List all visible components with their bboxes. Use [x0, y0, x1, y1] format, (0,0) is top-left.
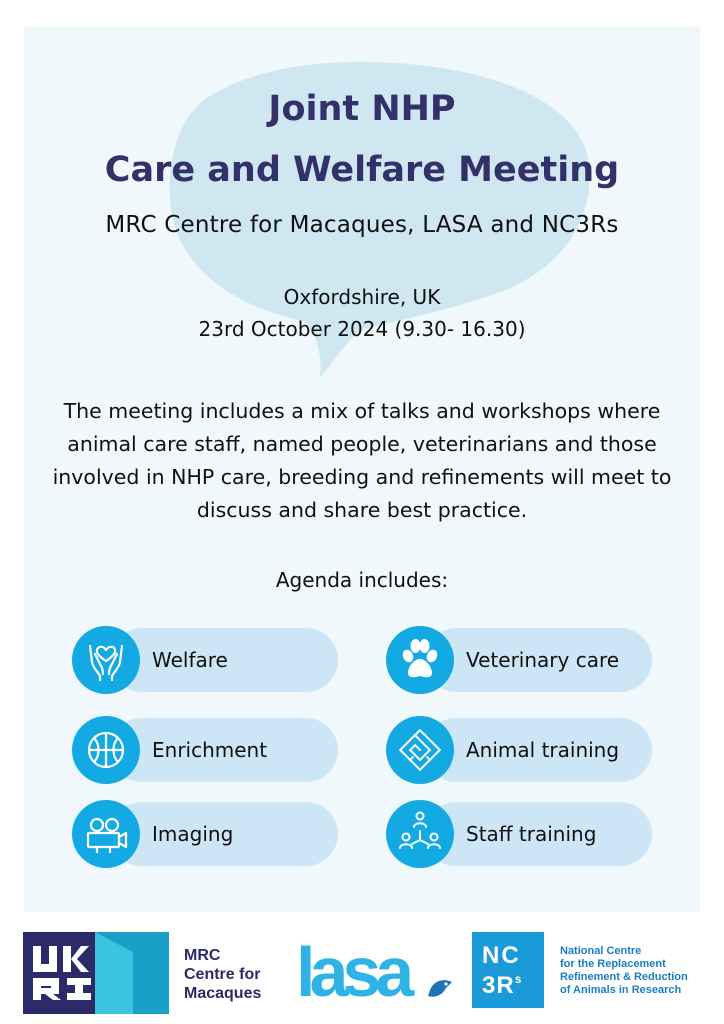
title-line-1: Joint NHP	[268, 89, 456, 129]
description-line: involved in NHP care, breeding and refinements will meet to	[52, 465, 672, 489]
mrc-logo	[184, 946, 261, 1003]
svg-text:lasa: lasa	[296, 933, 409, 1011]
mrc-logo-line: Macaques	[184, 985, 262, 1002]
agenda-item-imaging	[72, 800, 340, 868]
agenda-item-label: Staff training	[466, 822, 597, 846]
agenda-item-label: Imaging	[152, 822, 234, 846]
agenda-item-welfare	[72, 626, 340, 694]
lasa-logo	[296, 932, 456, 1014]
agenda-item-staff-training	[386, 800, 654, 868]
event-date: 23rd October 2024 (9.30- 16.30)	[198, 317, 526, 341]
nc3rs-mark-nc: NC	[482, 942, 521, 969]
nc3rs-logo-mark	[472, 932, 544, 1008]
location-place: Oxfordshire, UK	[283, 285, 441, 309]
ball-icon	[72, 716, 140, 784]
nc3rs-mark-s: s	[514, 972, 523, 986]
agenda-item-animal-training	[386, 716, 654, 784]
description	[30, 395, 694, 527]
sponsor-logos	[0, 926, 724, 1016]
agenda-item-veterinary-care	[386, 626, 654, 694]
nc3rs-text-line: National Centre	[560, 945, 642, 957]
people-network-icon	[386, 800, 454, 868]
agenda-item-label: Welfare	[152, 648, 228, 672]
hands-heart-icon	[72, 626, 140, 694]
title-line-2: Care and Welfare Meeting	[104, 150, 620, 190]
nc3rs-mark-3rs	[482, 972, 522, 1000]
agenda-item-label: Enrichment	[152, 738, 268, 762]
agenda-item-enrichment	[72, 716, 340, 784]
nc3rs-text-line: for the Replacement	[560, 958, 666, 970]
nc3rs-text-line: of Animals in Research	[560, 984, 682, 996]
maze-icon	[386, 716, 454, 784]
nc3rs-mark-3r: 3R	[482, 972, 515, 999]
mrc-logo-line: Centre for	[184, 966, 261, 983]
paw-icon	[386, 626, 454, 694]
nc3rs-text-line: Refinement & Reduction	[560, 971, 688, 983]
camera-icon	[72, 800, 140, 868]
description-line: discuss and share best practice.	[196, 498, 528, 522]
agenda-item-label: Animal training	[466, 738, 620, 762]
agenda-item-label: Veterinary care	[466, 648, 620, 672]
description-line: animal care staff, named people, veterinarians and those	[67, 432, 657, 456]
nc3rs-logo-text	[560, 945, 688, 997]
agenda-heading: Agenda includes:	[275, 568, 449, 592]
ukri-logo	[23, 932, 169, 1014]
subtitle: MRC Centre for Macaques, LASA and NC3Rs	[105, 212, 619, 238]
description-line: The meeting includes a mix of talks and workshops where	[63, 399, 661, 423]
mrc-logo-line: MRC	[184, 947, 221, 964]
